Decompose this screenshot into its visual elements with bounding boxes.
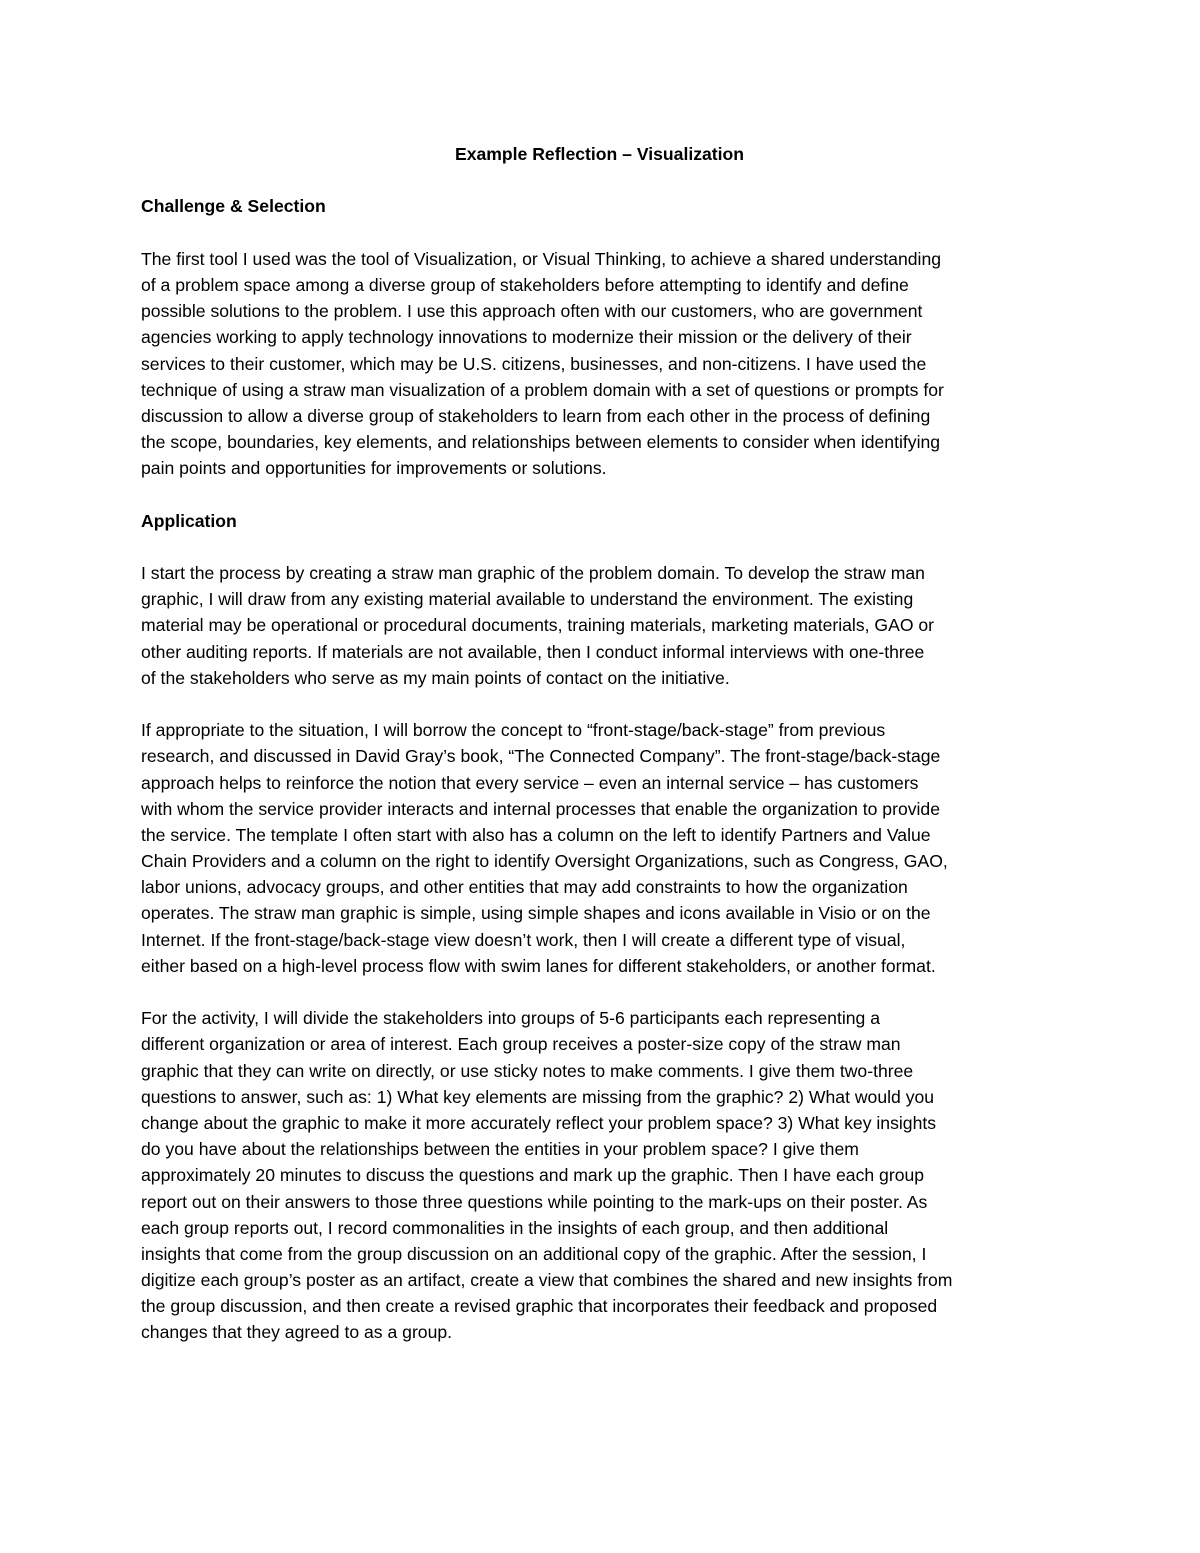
- spacer: [141, 220, 1058, 246]
- paragraph-line: labor unions, advocacy groups, and other entities that may add constraints to how the organization: [141, 877, 908, 898]
- spacer: [141, 979, 1058, 1005]
- paragraph: [141, 1005, 1058, 1345]
- paragraph-line: approximately 20 minutes to discuss the questions and mark up the graphic. Then I have each group: [141, 1165, 925, 1186]
- paragraph: [141, 560, 1058, 691]
- paragraph-line: Internet. If the front-stage/back-stage view doesn’t work, then I will create a different type of visual,: [141, 929, 906, 950]
- spacer: [141, 534, 1058, 560]
- spacer: [141, 691, 1058, 717]
- paragraph-line: graphic, I will draw from any existing material available to understand the environment. The existing: [141, 589, 914, 610]
- paragraph-line: of the stakeholders who serve as my main points of contact on the initiative.: [141, 667, 730, 688]
- paragraph-line: of a problem space among a diverse group of stakeholders before attempting to identify and define: [141, 274, 909, 295]
- spacer: [141, 167, 1058, 193]
- paragraph-line: each group reports out, I record commonalities in the insights of each group, and then additional: [141, 1217, 889, 1238]
- paragraph-line: possible solutions to the problem. I use this approach often with our customers, who are government: [141, 301, 923, 322]
- paragraph-line: digitize each group’s poster as an artifact, create a view that combines the shared and new insights from: [141, 1270, 953, 1291]
- paragraph-line: do you have about the relationships between the entities in your problem space? I give them: [141, 1139, 859, 1160]
- paragraph-line: For the activity, I will divide the stakeholders into groups of 5-6 participants each representing a: [141, 1008, 880, 1029]
- section-heading: Application: [141, 510, 237, 531]
- paragraph-line: discussion to allow a diverse group of stakeholders to learn from each other in the process of defining: [141, 405, 931, 426]
- paragraph-line: technique of using a straw man visualization of a problem domain with a set of questions or prompts for: [141, 379, 944, 400]
- paragraph-line: graphic that they can write on directly, or use sticky notes to make comments. I give them two-three: [141, 1060, 914, 1081]
- paragraph-line: operates. The straw man graphic is simple, using simple shapes and icons available in Visio or on the: [141, 903, 931, 924]
- paragraph-line: the service. The template I often start with also has a column on the left to identify Partners and Value: [141, 824, 931, 845]
- paragraph-line: agencies working to apply technology innovations to modernize their mission or the delivery of their: [141, 327, 912, 348]
- paragraph-line: the scope, boundaries, key elements, and relationships between elements to consider when identifying: [141, 432, 941, 453]
- paragraph-line: either based on a high-level process flow with swim lanes for different stakeholders, or another format.: [141, 955, 936, 976]
- spacer: [141, 1346, 1058, 1372]
- document-body: [141, 193, 1058, 1371]
- paragraph-line: approach helps to reinforce the notion that every service – even an internal service – has customers: [141, 772, 919, 793]
- paragraph-line: other auditing reports. If materials are not available, then I conduct informal interviews with one-three: [141, 641, 925, 662]
- paragraph-line: insights that come from the group discussion on an additional copy of the graphic. After the session, I: [141, 1243, 927, 1264]
- paragraph: [141, 717, 1058, 979]
- paragraph-line: changes that they agreed to as a group.: [141, 1322, 453, 1343]
- paragraph-line: report out on their answers to those three questions while pointing to the mark-ups on their poster. As: [141, 1191, 928, 1212]
- paragraph-line: The first tool I used was the tool of Visualization, or Visual Thinking, to achieve a shared understanding: [141, 248, 942, 269]
- paragraph: [141, 246, 1058, 482]
- paragraph-line: services to their customer, which may be U.S. citizens, businesses, and non-citizens. I have used the: [141, 353, 927, 374]
- paragraph-line: the group discussion, and then create a revised graphic that incorporates their feedback and proposed: [141, 1296, 938, 1317]
- document-title: Example Reflection – Visualization: [454, 144, 745, 164]
- paragraph-line: research, and discussed in David Gray’s book, “The Connected Company”. The front-stage/back-stage: [141, 746, 941, 767]
- paragraph-line: pain points and opportunities for improvements or solutions.: [141, 458, 607, 479]
- paragraph-line: with whom the service provider interacts and internal processes that enable the organization to provide: [141, 798, 941, 819]
- section-heading: Challenge & Selection: [141, 196, 326, 217]
- paragraph-line: I start the process by creating a straw man graphic of the problem domain. To develop the straw man: [141, 563, 925, 584]
- paragraph-line: change about the graphic to make it more accurately reflect your problem space? 3) What key insights: [141, 1112, 937, 1133]
- paragraph-line: If appropriate to the situation, I will borrow the concept to “front-stage/back-stage” from previous: [141, 720, 886, 741]
- paragraph-line: material may be operational or procedural documents, training materials, marketing materials, GAO or: [141, 615, 935, 636]
- paragraph-line: different organization or area of interest. Each group receives a poster-size copy of the straw man: [141, 1034, 901, 1055]
- paragraph-line: Chain Providers and a column on the right to identify Oversight Organizations, such as Congress, GAO,: [141, 851, 948, 872]
- paragraph-line: questions to answer, such as: 1) What key elements are missing from the graphic? 2) What would you: [141, 1086, 935, 1107]
- spacer: [141, 481, 1058, 507]
